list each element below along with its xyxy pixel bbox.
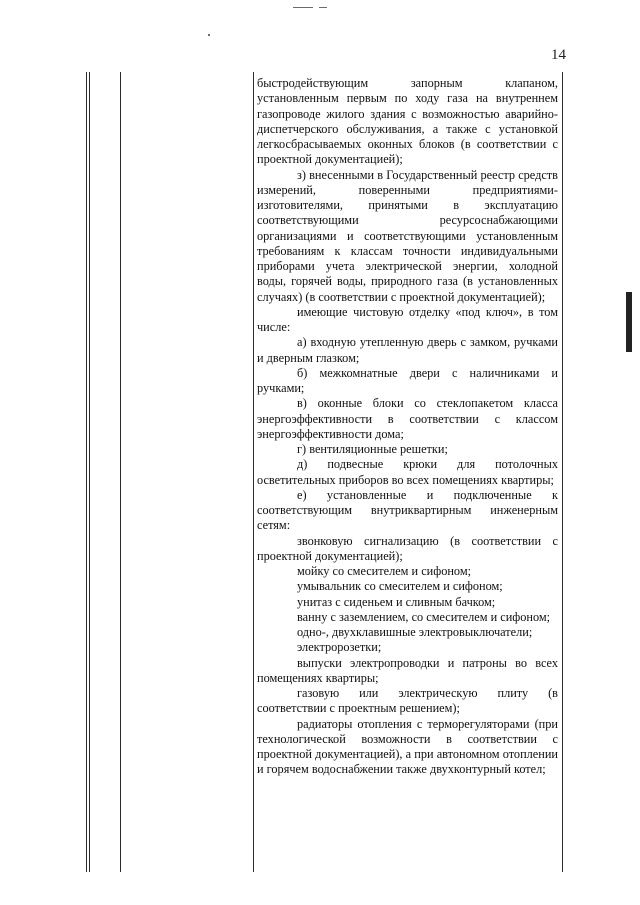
paragraph: радиаторы отопления с терморегуляторами (при технологической возможности в соответствии с проектной документацией), а при автономном отоплении и горячем водоснабжении также двухконтурный котел; bbox=[257, 716, 558, 777]
text-column-left-border bbox=[253, 72, 254, 872]
paragraph: д) подвесные крюки для потолочных осветительных приборов во всех помещениях квартиры; bbox=[257, 457, 558, 487]
scan-edge-mark bbox=[626, 292, 632, 352]
text-column bbox=[257, 76, 558, 778]
paragraph: з) внесенными в Государственный реестр средств измерений, поверенными предприятиями-изготовителями, принятыми в эксплуатацию соответствующими ресурсоснабжающими организациями и соответствующими установленным требованиям к классам точности индивидуальными приборами учета электрической энергии, холодной воды, горячей воды, природного газа (в установленных случаях) (в соответствии с проектной документацией); bbox=[257, 167, 558, 304]
paragraph: г) вентиляционные решетки; bbox=[297, 442, 448, 456]
scan-mark bbox=[319, 7, 327, 8]
column-divider bbox=[120, 72, 121, 872]
table-border-left-outer bbox=[86, 72, 87, 872]
paragraph: умывальник со смесителем и сифоном; bbox=[297, 579, 503, 594]
paragraph: а) входную утепленную дверь с замком, ручками и дверным глазком; bbox=[257, 335, 558, 365]
paragraph: выпуски электропроводки и патроны во всех помещениях квартиры; bbox=[257, 655, 558, 685]
paragraph: электророзетки; bbox=[297, 640, 382, 655]
text-column-right-border bbox=[562, 72, 563, 872]
paragraph: е) установленные и подключенные к соответствующим внутриквартирным инженерным сетям: bbox=[257, 487, 558, 533]
paragraph: в) оконные блоки со стеклопакетом класса энергоэффективности в соответствии с классом энергоэффективности дома; bbox=[257, 396, 558, 441]
page-number: 14 bbox=[551, 47, 566, 63]
paragraph: унитаз с сиденьем и сливным бачком; bbox=[297, 594, 496, 609]
scan-mark bbox=[208, 34, 210, 36]
paragraph: одно-, двухклавишные электровыключатели; bbox=[297, 625, 533, 639]
paragraph: быстродействующим запорным клапаном, установленным первым по ходу газа на внутреннем газопроводе жилого здания с возможностью аварийно-диспетчерского обслуживания, а также с установкой легкосбрасываемых оконных блоков (в соответствии с проектной документацией); bbox=[257, 76, 558, 167]
paragraph: б) межкомнатные двери с наличниками и ручками; bbox=[257, 365, 558, 395]
scan-mark bbox=[293, 7, 313, 8]
table-border-left-inner bbox=[89, 72, 90, 872]
paragraph: мойку со смесителем и сифоном; bbox=[297, 564, 472, 578]
paragraph: ванну с заземлением, со смесителем и сифоном; bbox=[297, 609, 551, 624]
paragraph: газовую или электрическую плиту (в соответствии с проектным решением); bbox=[257, 686, 558, 716]
paragraph: звонковую сигнализацию (в соответствии с проектной документацией); bbox=[257, 533, 558, 563]
paragraph: имеющие чистовую отделку «под ключ», в том числе: bbox=[257, 304, 558, 334]
